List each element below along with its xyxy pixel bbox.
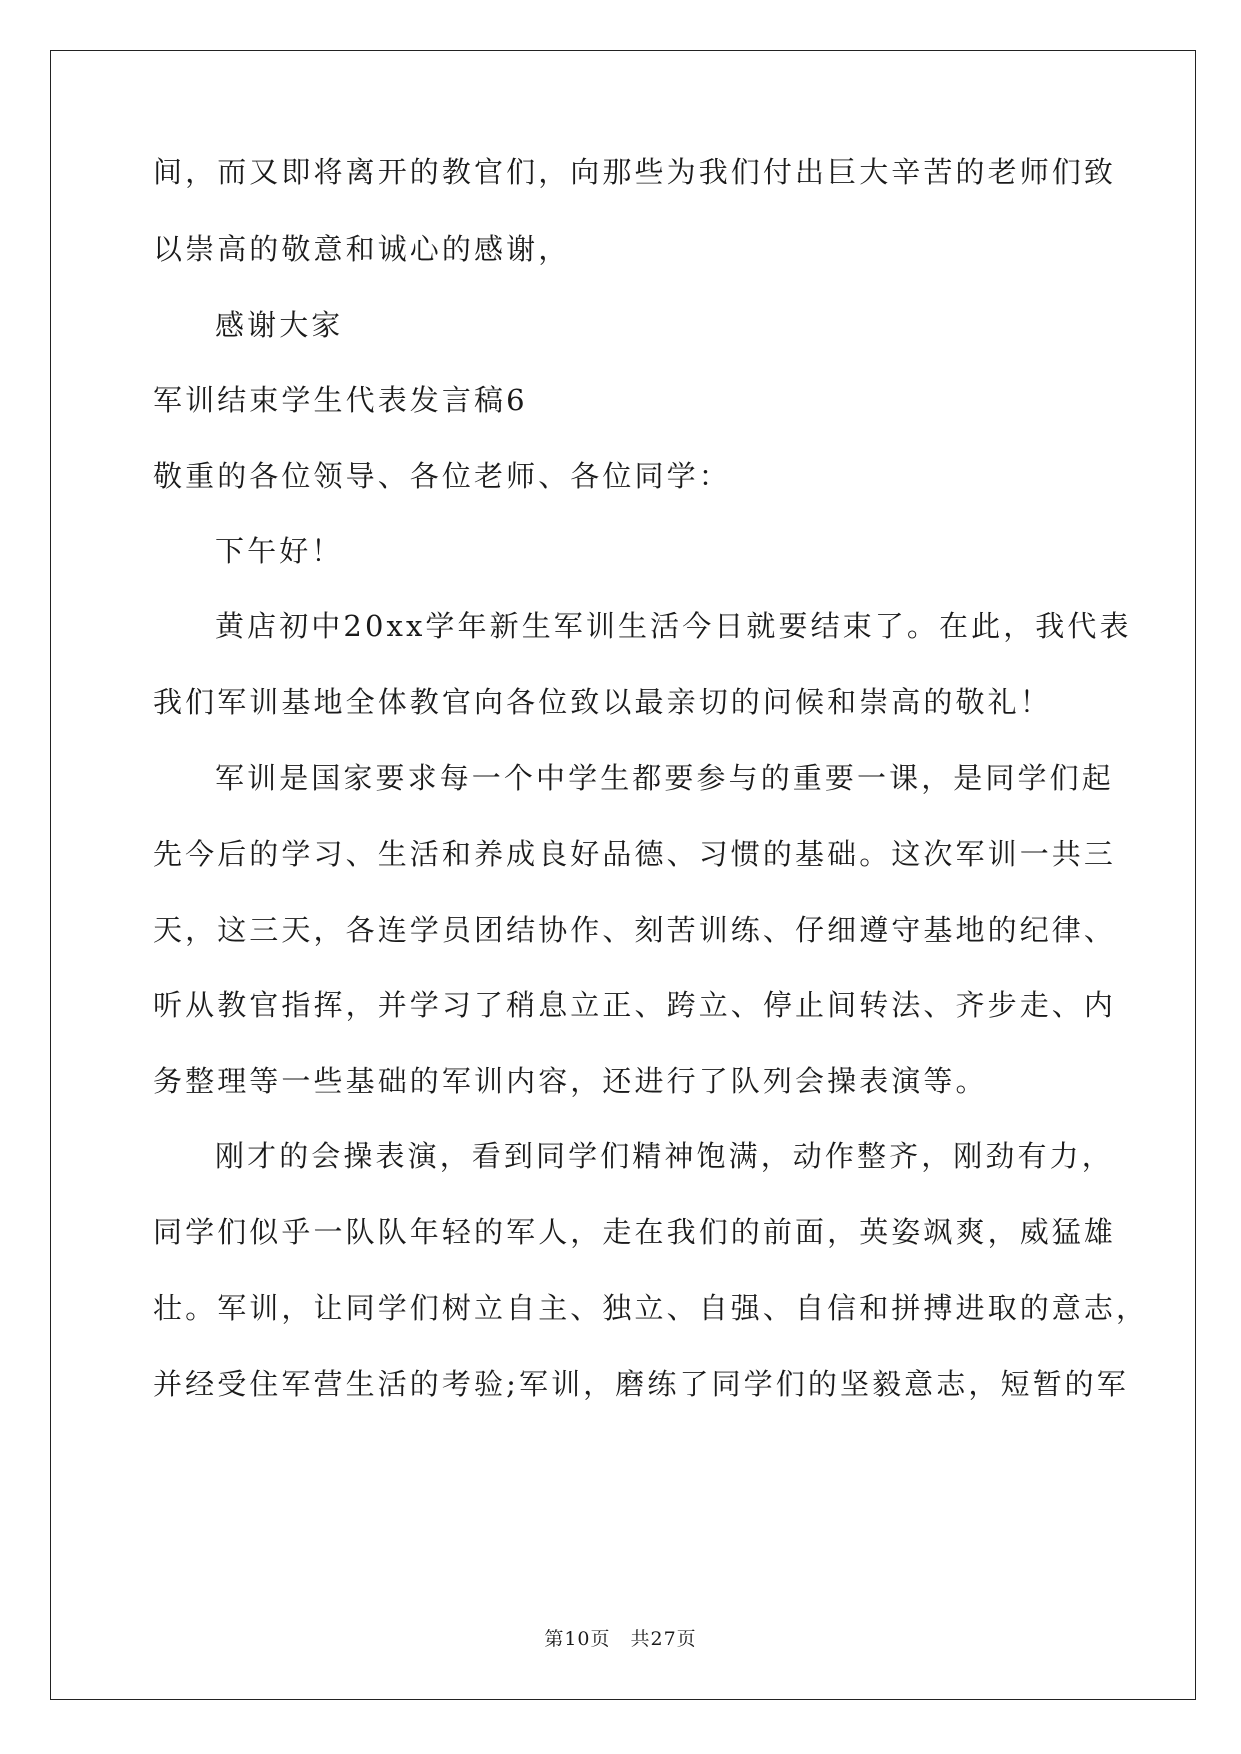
text-line: 感谢大家 bbox=[215, 308, 344, 342]
text-line: 壮。军训，让同学们树立自主、独立、自强、自信和拼搏进取的意志， bbox=[153, 1291, 1149, 1325]
text-line: 听从教官指挥，并学习了稍息立正、跨立、停止间转法、齐步走、内 bbox=[153, 988, 1117, 1022]
salutation: 敬重的各位领导、各位老师、各位同学： bbox=[153, 459, 731, 493]
text-line: 并经受住军营生活的考验;军训，磨练了同学们的坚毅意志，短暂的军 bbox=[153, 1367, 1129, 1401]
text-line: 刚才的会操表演，看到同学们精神饱满，动作整齐，刚劲有力， bbox=[215, 1139, 1114, 1173]
page-footer bbox=[0, 1624, 1241, 1651]
text-line: 我们军训基地全体教官向各位致以最亲切的问候和崇高的敬礼！ bbox=[153, 685, 1052, 719]
text-line: 同学们似乎一队队年轻的军人，走在我们的前面，英姿飒爽，威猛雄 bbox=[153, 1215, 1117, 1249]
text-line: 务整理等一些基础的军训内容，还进行了队列会操表演等。 bbox=[153, 1064, 988, 1098]
text-line: 以崇高的敬意和诚心的感谢， bbox=[153, 232, 571, 266]
text-line: 军训是国家要求每一个中学生都要参与的重要一课，是同学们起 bbox=[215, 761, 1114, 795]
section-heading: 军训结束学生代表发言稿6 bbox=[153, 383, 528, 417]
greeting: 下午好！ bbox=[215, 534, 344, 568]
page-number: 第10页 bbox=[544, 1628, 611, 1650]
page-border bbox=[50, 50, 1196, 1700]
text-line: 间，而又即将离开的教官们，向那些为我们付出巨大辛苦的老师们致 bbox=[153, 155, 1117, 189]
text-line: 天，这三天，各连学员团结协作、刻苦训练、仔细遵守基地的纪律、 bbox=[153, 913, 1117, 947]
page-total: 共27页 bbox=[630, 1628, 697, 1650]
text-line: 黄店初中20xx学年新生军训生活今日就要结束了。在此，我代表 bbox=[215, 609, 1132, 643]
text-line: 先今后的学习、生活和养成良好品德、习惯的基础。这次军训一共三 bbox=[153, 837, 1117, 871]
